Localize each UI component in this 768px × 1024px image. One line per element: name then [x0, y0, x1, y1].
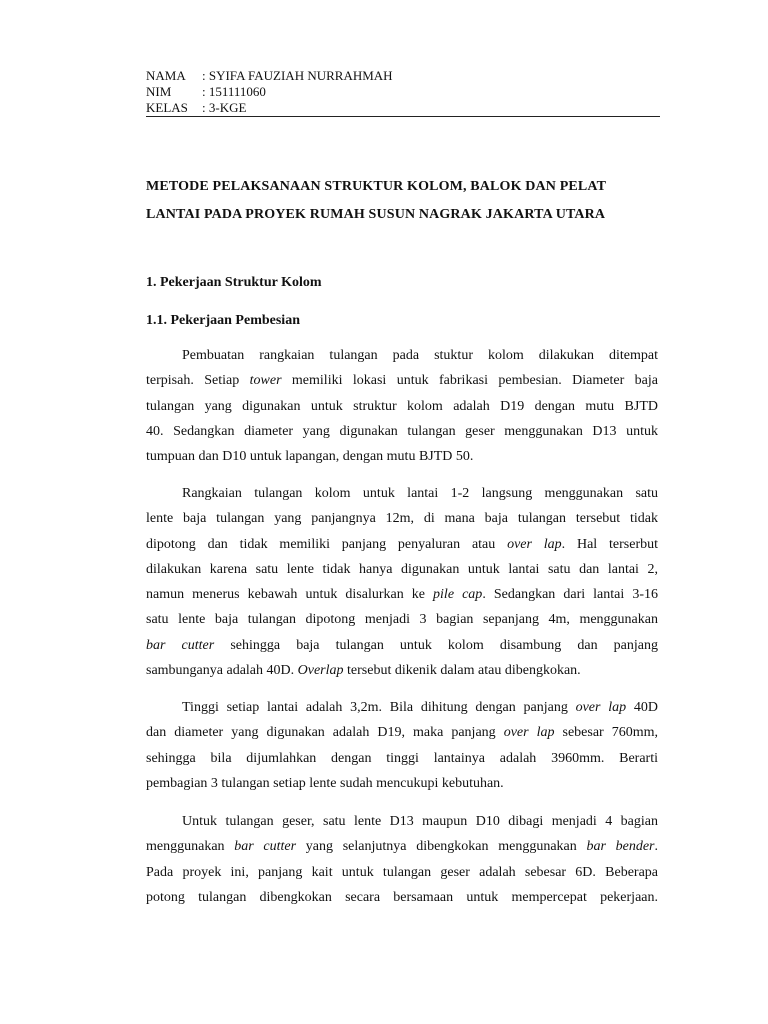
text-line: potong tulangan dibengkokan secara bersamaan untuk mempercepat pekerjaan.	[146, 889, 658, 905]
student-info	[146, 68, 660, 116]
text-line: pembagian 3 tulangan setiap lente sudah mencukupi kebutuhan.	[146, 775, 504, 791]
kelas-row	[146, 100, 660, 116]
text-line: Pembuatan rangkaian tulangan pada stuktur kolom dilakukan ditempat	[182, 348, 658, 363]
paragraph	[146, 343, 658, 469]
text-line: satu lente baja tulangan dipotong menjadi 3 bagian sepanjang 4m, menggunakan	[146, 612, 658, 628]
text-line: Rangkaian tulangan kolom untuk lantai 1-2 langsung menggunakan satu	[182, 486, 658, 501]
text-line: bar cutter sehingga baja tulangan untuk kolom disambung dan panjang	[146, 637, 658, 653]
text-line: sehingga bila dijumlahkan dengan tinggi lantainya adalah 3960mm. Berarti	[146, 750, 658, 766]
document-title	[146, 173, 666, 229]
name-label: NAMA	[146, 68, 186, 83]
text-line: Tinggi setiap lantai adalah 3,2m. Bila dihitung dengan panjang over lap 40D	[182, 700, 658, 715]
name-value: : SYIFA FAUZIAH NURRAHMAH	[202, 68, 393, 83]
title-line: LANTAI PADA PROYEK RUMAH SUSUN NAGRAK JAKARTA UTARA	[146, 207, 606, 222]
paragraph	[146, 809, 658, 910]
text-line: dipotong dan tidak memiliki panjang penyaluran atau over lap. Hal terserbut	[146, 536, 658, 552]
kelas-value: : 3-KGE	[202, 100, 247, 115]
text-line: sambunganya adalah 40D. Overlap tersebut dikenik dalam atau dibengkokan.	[146, 663, 581, 679]
text-line: terpisah. Setiap tower memiliki lokasi untuk fabrikasi pembesian. Diameter baja	[146, 373, 658, 389]
text-line: namun menerus kebawah untuk disalurkan ke pile cap. Sedangkan dari lantai 3-16	[146, 587, 658, 603]
section-heading: 1. Pekerjaan Struktur Kolom	[146, 275, 322, 290]
header-divider	[146, 116, 660, 117]
kelas-label: KELAS	[146, 100, 188, 115]
nim-row	[146, 84, 660, 100]
nim-value: : 151111060	[202, 84, 266, 99]
paragraph	[146, 481, 658, 683]
nim-label: NIM	[146, 84, 172, 99]
text-line: lente baja tulangan yang panjangnya 12m, di mana baja tulangan tersebut tidak	[146, 511, 658, 527]
text-line: tulangan yang digunakan untuk struktur kolom adalah D19 dengan mutu BJTD	[146, 398, 658, 414]
paragraph	[146, 695, 658, 796]
title-line: METODE PELAKSANAAN STRUKTUR KOLOM, BALOK DAN PELAT	[146, 179, 607, 194]
text-line: tumpuan dan D10 untuk lapangan, dengan mutu BJTD 50.	[146, 449, 474, 465]
name-row	[146, 68, 660, 84]
subsection-heading: 1.1. Pekerjaan Pembesian	[146, 313, 300, 328]
text-line: 40. Sedangkan diameter yang digunakan tulangan geser menggunakan D13 untuk	[146, 423, 658, 439]
text-line: Pada proyek ini, panjang kait untuk tulangan geser adalah sebesar 6D. Beberapa	[146, 864, 658, 880]
text-line: dilakukan karena satu lente tidak hanya digunakan untuk lantai satu dan lantai 2,	[146, 561, 658, 577]
text-line: menggunakan bar cutter yang selanjutnya dibengkokan menggunakan bar bender.	[146, 839, 659, 855]
text-line: Untuk tulangan geser, satu lente D13 maupun D10 dibagi menjadi 4 bagian	[182, 814, 658, 829]
text-line: dan diameter yang digunakan adalah D19, maka panjang over lap sebesar 760mm,	[146, 725, 659, 741]
